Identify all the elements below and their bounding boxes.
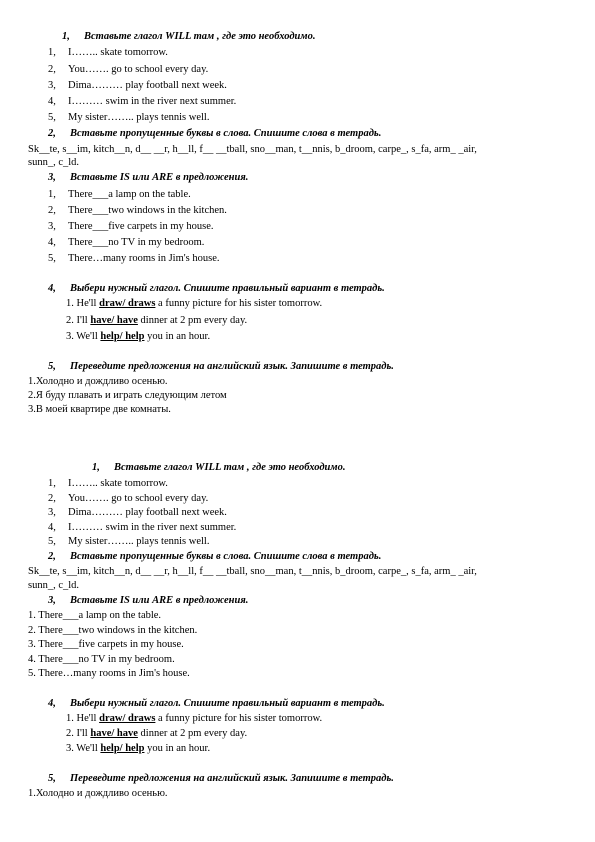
list-item: 3. We'll help/ help you in an hour. [66,331,211,342]
list-item: 4, There___no TV in my bedroom. [48,237,205,248]
task3-heading: 3, Вставьте IS или ARE в предложения. [48,172,249,183]
list-item: 5. There…many rooms in Jim's house. [28,668,190,679]
list-item: 3.В моей квартире две комнаты. [28,404,171,415]
list-item: 5, There…many rooms in Jim's house. [48,253,220,264]
task4-heading: 4, Выбери нужный глагол. Спишите правильный вариант в тетрадь. [48,698,385,709]
list-item: 2. I'll have/ have dinner at 2 pm every day. [66,315,248,326]
list-item: 5, My sister…….. plays tennis well. [48,112,210,123]
list-item: 4. There___no TV in my bedroom. [28,654,175,665]
list-item: 1, I…….. skate tomorrow. [48,478,168,489]
task2-words-line2: sunn_, c_ld. [28,580,80,591]
list-item: 4, I……… swim in the river next summer. [48,522,237,533]
list-item: 3, Dima……… play football next week. [48,507,227,518]
task2-words-line1: Sk__te, s__im, kitch__n, d__ __r, h__ll, f__ __tball, sno__man, t__nnis, b_droom, carpe_, s_fa, arm_ _air, [28,144,477,155]
list-item: 1.Холодно и дождливо осенью. [28,376,168,387]
list-item: 3, Dima……… play football next week. [48,80,227,91]
list-item: 2.Я буду плавать и играть следующим летом [28,390,227,401]
list-item: 4, I……… swim in the river next summer. [48,96,237,107]
task1-heading: 1, Вставьте глагол WILL там , где это необходимо. [92,462,346,473]
list-item: 1. There___a lamp on the table. [28,610,162,621]
list-item: 1, There___a lamp on the table. [48,189,191,200]
task5-heading: 5, Переведите предложения на английский язык. Запишите в тетрадь. [48,361,394,372]
task3-heading: 3, Вставьте IS или ARE в предложения. [48,595,249,606]
list-item: 1. He'll draw/ draws a funny picture for his sister tomorrow. [66,713,323,724]
list-item: 3. We'll help/ help you in an hour. [66,743,211,754]
list-item: 5, My sister…….. plays tennis well. [48,536,210,547]
task2-heading: 2, Вставьте пропущенные буквы в слова. Спишите слова в тетрадь. [48,128,382,139]
list-item: 2. I'll have/ have dinner at 2 pm every day. [66,728,248,739]
task5-heading: 5, Переведите предложения на английский язык. Запишите в тетрадь. [48,773,394,784]
list-item: 1.Холодно и дождливо осенью. [28,788,168,799]
task2-words-line2: sunn_, c_ld. [28,157,80,168]
list-item: 3. There___five carpets in my house. [28,639,184,650]
list-item: 1, I…….. skate tomorrow. [48,47,168,58]
task2-words-line1: Sk__te, s__im, kitch__n, d__ __r, h__ll, f__ __tball, sno__man, t__nnis, b_droom, carpe_, s_fa, arm_ _air, [28,566,477,577]
list-item: 2, You……. go to school every day. [48,64,209,75]
task1-heading: 1, Вставьте глагол WILL там , где это необходимо. [62,31,316,42]
list-item: 2, You……. go to school every day. [48,493,209,504]
task2-heading: 2, Вставьте пропущенные буквы в слова. Спишите слова в тетрадь. [48,551,382,562]
list-item: 2. There___two windows in the kitchen. [28,625,198,636]
task4-heading: 4, Выбери нужный глагол. Спишите правильный вариант в тетрадь. [48,283,385,294]
list-item: 3, There___five carpets in my house. [48,221,214,232]
list-item: 2, There___two windows in the kitchen. [48,205,227,216]
list-item: 1. He'll draw/ draws a funny picture for his sister tomorrow. [66,298,323,309]
